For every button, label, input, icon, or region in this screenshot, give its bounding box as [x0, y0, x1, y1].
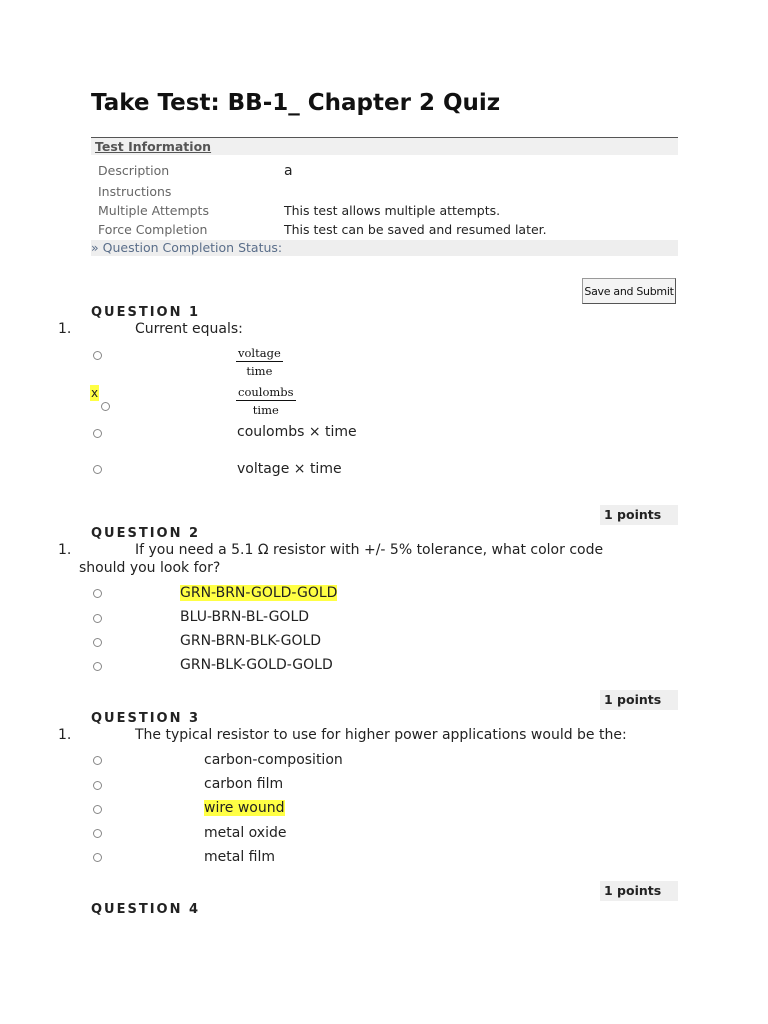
q1-option-2-fraction: [236, 385, 296, 417]
save-and-submit-button[interactable]: Save and Submit: [582, 278, 676, 304]
info-value-description: a: [284, 163, 293, 179]
q2-option-3-label: GRN-BRN-BLK-GOLD: [180, 633, 322, 649]
question-2-heading: QUESTION 2: [91, 526, 201, 541]
info-value-force-completion: This test can be saved and resumed later.: [284, 222, 547, 237]
info-label-instructions: Instructions: [98, 184, 172, 199]
question-4-heading: QUESTION 4: [91, 902, 201, 917]
question-1-text: Current equals:: [135, 321, 243, 337]
q1-option-4-radio[interactable]: [93, 465, 102, 474]
question-3-number: 1.: [58, 727, 72, 743]
question-2-number: 1.: [58, 542, 72, 558]
q3-option-4-label: metal oxide: [204, 825, 287, 841]
question-1-number: 1.: [58, 321, 72, 337]
q3-option-1-label: carbon-composition: [204, 752, 343, 768]
q2-option-2-label: BLU-BRN-BL-GOLD: [180, 609, 310, 625]
q1-option-2-numerator: coulombs: [238, 385, 294, 399]
q3-option-4-radio[interactable]: [93, 829, 102, 838]
question-1-heading: QUESTION 1: [91, 305, 201, 320]
question-1-points: 1 points: [600, 505, 678, 525]
question-2-points: 1 points: [600, 690, 678, 710]
q1-option-2-denominator: time: [252, 403, 279, 417]
info-label-force-completion: Force Completion: [98, 222, 208, 237]
info-label-multiple-attempts: Multiple Attempts: [98, 203, 209, 218]
test-information-label: Test Information: [95, 139, 212, 154]
q1-option-2-radio[interactable]: [101, 402, 110, 411]
page-title: Take Test: BB-1_ Chapter 2 Quiz: [91, 90, 501, 116]
info-value-multiple-attempts: This test allows multiple attempts.: [284, 203, 501, 218]
info-label-description: Description: [98, 163, 170, 178]
q3-option-3-radio[interactable]: [93, 805, 102, 814]
q1-option-3-radio[interactable]: [93, 429, 102, 438]
question-3-text: The typical resistor to use for higher power applications would be the:: [135, 727, 627, 743]
q1-option-1-radio[interactable]: [93, 351, 102, 360]
q1-option-3-label: coulombs × time: [237, 424, 357, 440]
question-3-points: 1 points: [600, 881, 678, 901]
question-3-heading: QUESTION 3: [91, 711, 201, 726]
q2-option-1-radio[interactable]: [93, 589, 102, 598]
question-completion-status-toggle[interactable]: » Question Completion Status:: [91, 240, 283, 255]
q2-option-2-radio[interactable]: [93, 614, 102, 623]
question-2-text-line-2: should you look for?: [79, 560, 221, 576]
q2-option-1-label: GRN-BRN-GOLD-GOLD: [180, 585, 338, 601]
q3-option-5-radio[interactable]: [93, 853, 102, 862]
q1-option-1-fraction: [236, 346, 283, 378]
q3-option-2-label: carbon film: [204, 776, 284, 792]
selected-answer-marker: x: [90, 386, 99, 400]
q2-option-4-radio[interactable]: [93, 662, 102, 671]
question-2-text-line-1: If you need a 5.1 Ω resistor with +/- 5% tolerance, what color code: [135, 542, 604, 558]
q1-option-4-label: voltage × time: [237, 461, 342, 477]
q2-option-3-radio[interactable]: [93, 638, 102, 647]
q3-option-3-label: wire wound: [204, 800, 285, 816]
question-completion-status-bar[interactable]: [91, 240, 678, 256]
test-information-header: [91, 137, 678, 155]
q1-option-1-numerator: voltage: [238, 346, 281, 360]
q3-option-1-radio[interactable]: [93, 756, 102, 765]
q3-option-5-label: metal film: [204, 849, 276, 865]
q3-option-2-radio[interactable]: [93, 781, 102, 790]
q1-option-1-denominator: time: [246, 364, 273, 378]
q2-option-4-label: GRN-BLK-GOLD-GOLD: [180, 657, 333, 673]
